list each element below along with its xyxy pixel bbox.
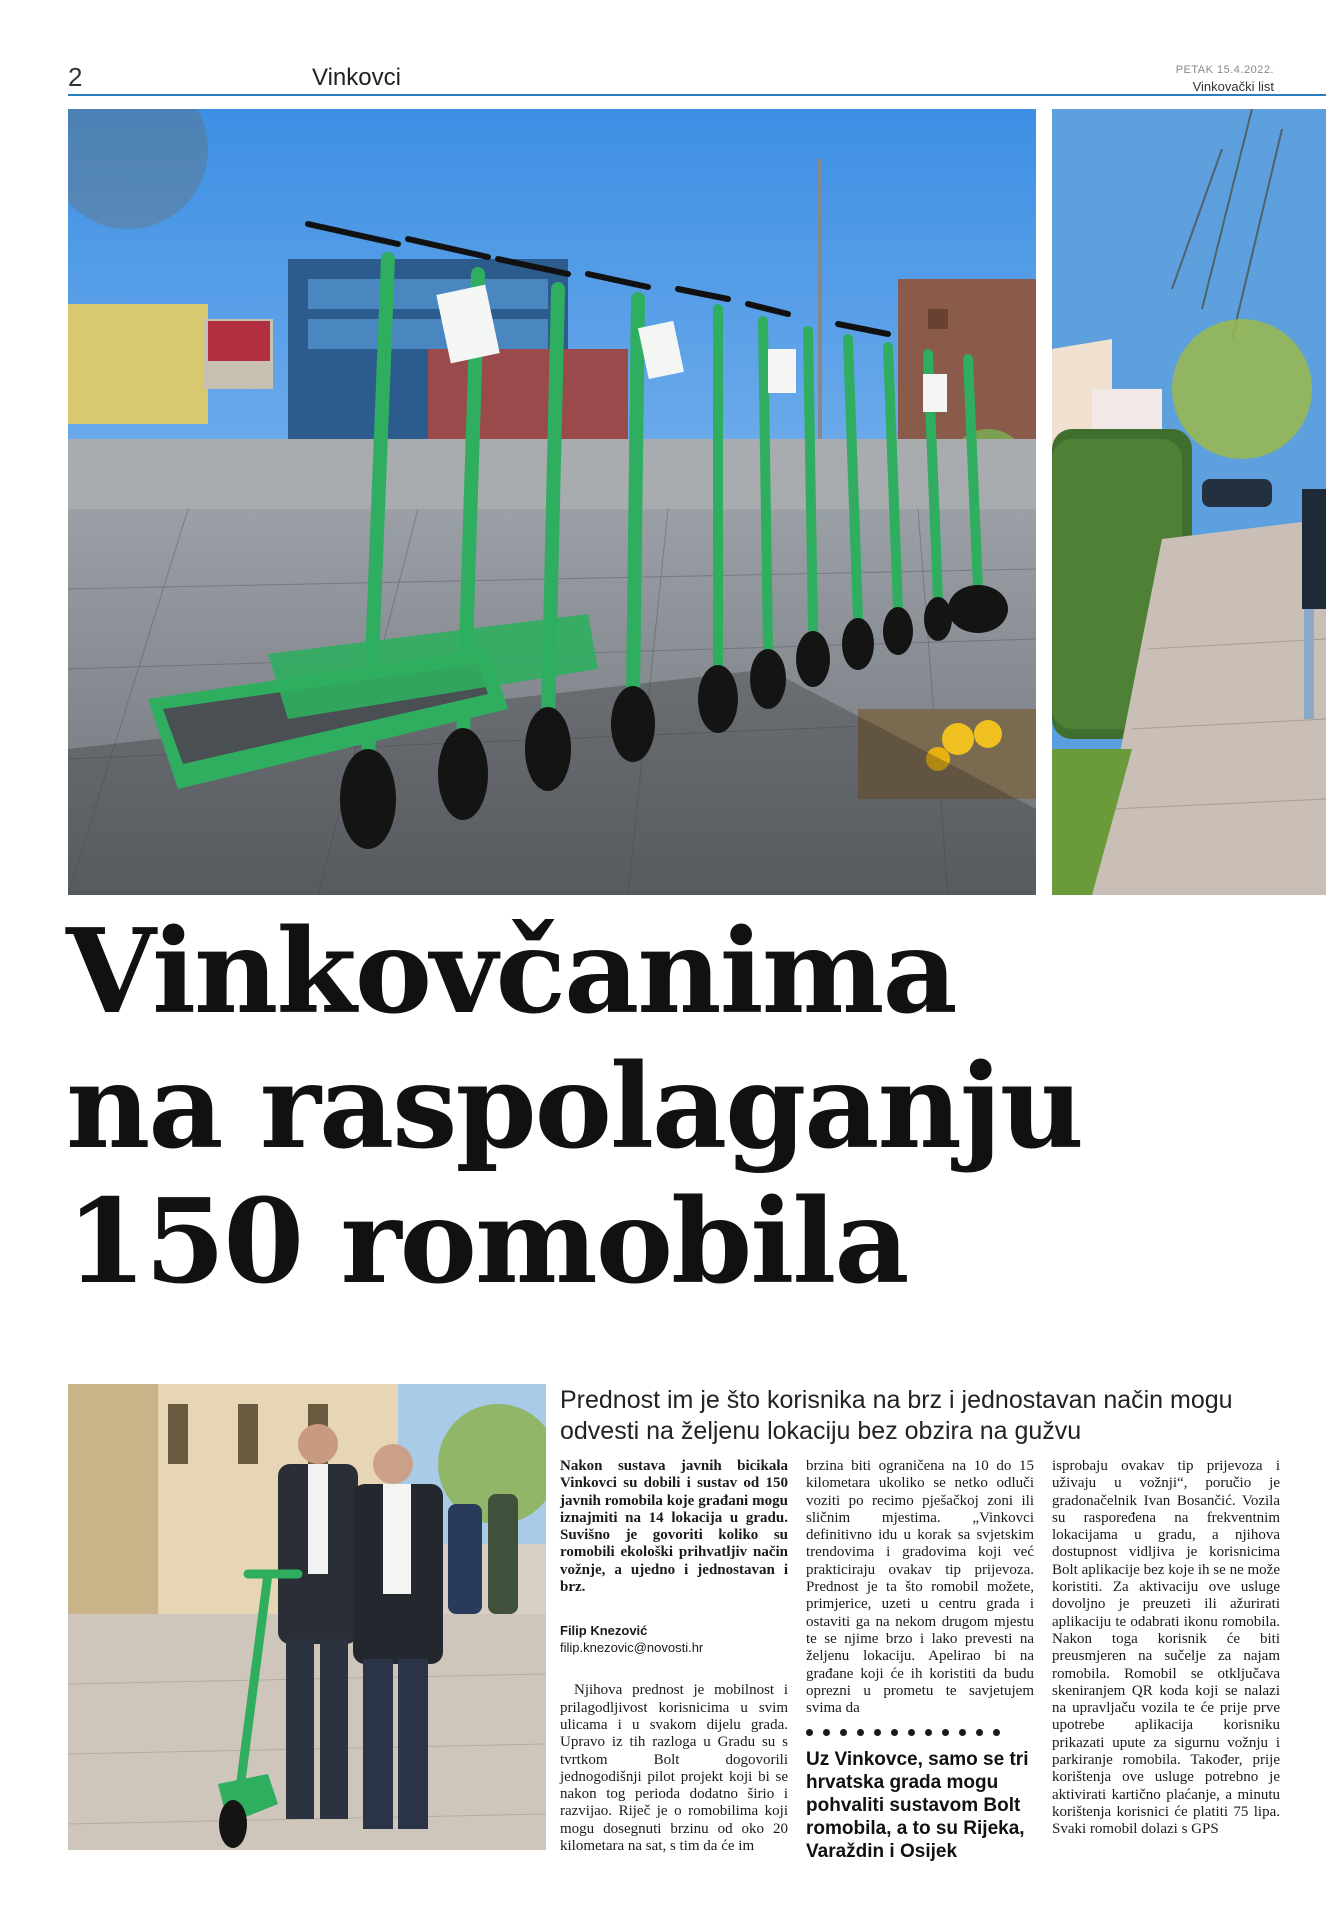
article-column-1 (560, 1458, 788, 1855)
section-title: Vinkovci (312, 64, 401, 91)
pull-quote: Uz Vinkovce, samo se tri hrvatska grada mogu pohvaliti sustavom Bolt romobila, a to su Rijeka, Varaždin i Osijek (806, 1749, 1029, 1863)
article-body-part-3: isprobaju ovakav tip prijevoza i uživaju u vožnji“, poručio je gradonačelnik Ivan Bosančić. Vozila su raspoređena na frekventnim lokacijama u gradu, a njihova dostupnost vidljiva je korisnicima Bolt aplikacije bez koje ih se ne može koristiti. Za aktivaciju ove usluge dovoljno je preuzeti ili ažurirati aplikaciju te odabrati ikonu romobila. Nakon toga korisnik će biti preusmjeren na sučelje za najam romobila. Romobil se otključava skeniranjem QR koda koji se nalazi na upravljaču vozila te će prije prve upotrebe aplikacija korisniku prikazati upute za sigurnu vožnju i parkiranje romobila. Također, prije korištenja ove usluge potrebno je aktivirati kartično plaćanje, a minutu korištenja korisnici će platiti 75 lipa. Svaki romobil dolazi s GPS (1052, 1458, 1280, 1838)
main-photo-scooters (68, 109, 1036, 895)
issue-date: PETAK 15.4.2022. (1175, 64, 1274, 76)
article-column-3 (1052, 1458, 1280, 1839)
article-body-part-2: brzina biti ograničena na 10 do 15 kilometara ukoliko se netko odluči voziti po recimo pješačkoj zoni ili sličnim mjestima. „Vinkovci definitivno idu u korak sa svjetskim trendovima i gradovima koji već prakticiraju ovakav tip prijevoza. Prednost je ta što romobil možete, primjerice, uzeti u centru grada i ostaviti ga na nekom drugom mjestu te se njime brzo i lako prevesti na željenu lokaciju. Apelirao bi na građane koji će ih koristiti da budu oprezni u prometu te savjetujem svima da (806, 1458, 1034, 1717)
headline-line-2: na raspolaganju (66, 1039, 1083, 1175)
article-lead: Nakon sustava javnih bicikala Vinkovci su dobili i sustav od 150 javnih romobila koje građani mogu iznajmiti na 14 lokacija u gradu. Suvišno je govoriti koliko su romobili ekološki prihvatljiv način vožnje, a ujedno i jednostavan i brz. (560, 1458, 788, 1596)
subtitle: Prednost im je što korisnika na brz i jednostavan način mogu odvesti na željenu lokaciju bez obzira na gužvu (560, 1386, 1233, 1445)
author-name: Filip Knezović (560, 1623, 648, 1639)
paper-name: Vinkovački list (1192, 79, 1274, 94)
paragraph: Njihova prednost je mobilnost i prilagodljivost korisnicima u svim ulicama i u svakom dijelu grada. Upravo iz tih razloga u Gradu su s tvrtkom Bolt dogovorili jednogodišnji pilot projekt koji bi se nakon tog perioda dodatno širio i razvijao. Riječ je o romobilima koji mogu dosegnuti brzinu od oko 20 kilometara na sat, s tim da će im (560, 1682, 788, 1855)
side-photo-street (1052, 109, 1326, 895)
page-number: 2 (68, 62, 83, 92)
headline-line-1: Vinkovčanima (66, 904, 956, 1040)
author-block (560, 1622, 788, 1656)
author-email[interactable]: filip.knezovic@novosti.hr (560, 1640, 704, 1656)
headline-line-3: 150 romobila (66, 1174, 908, 1310)
article-column-2 (806, 1458, 1034, 1863)
photo-people-with-scooter (68, 1384, 546, 1850)
header-rule (68, 94, 1326, 96)
article-body-part-1 (560, 1682, 788, 1855)
separator-dots (806, 1729, 1034, 1736)
headline (66, 905, 1326, 1310)
